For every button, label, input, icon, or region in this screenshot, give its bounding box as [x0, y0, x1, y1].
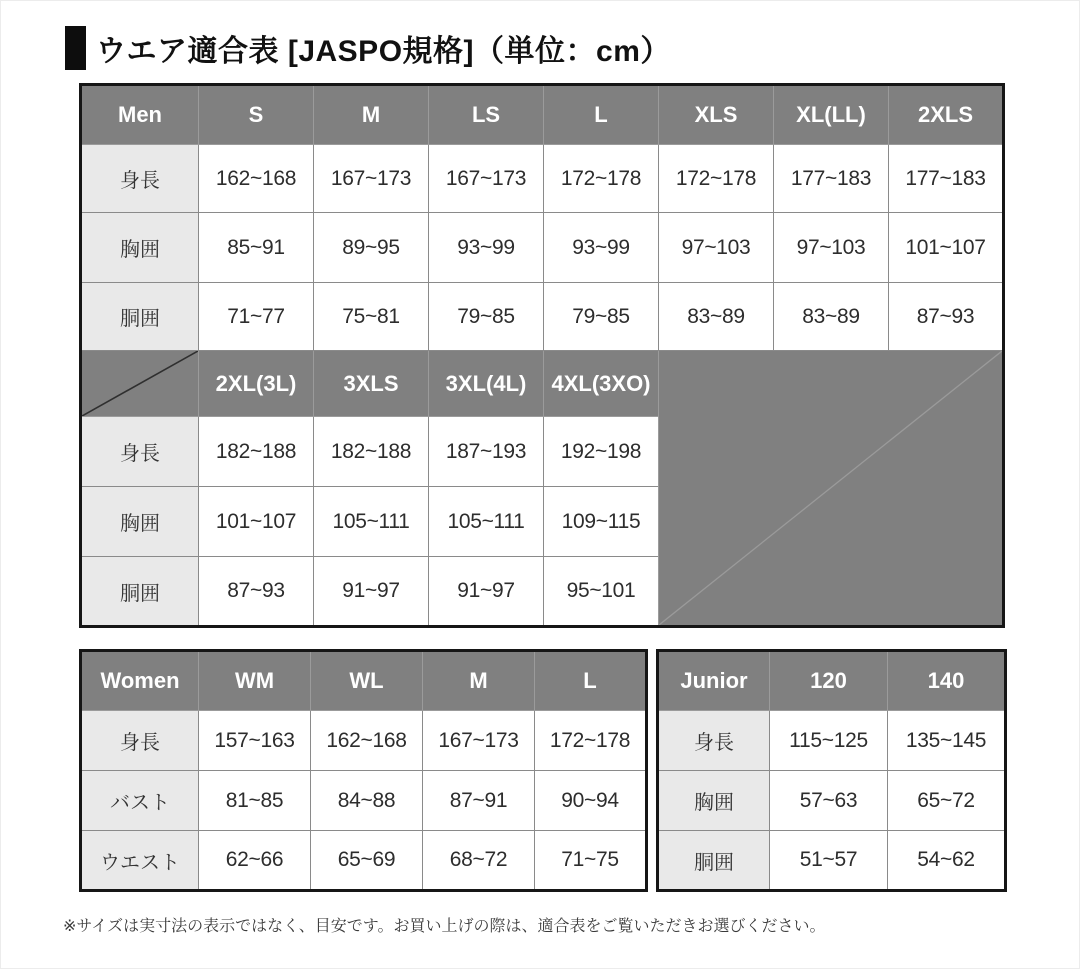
junior-header-row [658, 651, 1006, 711]
value-cell: 162~168 [199, 145, 314, 213]
value-cell: 172~178 [535, 711, 647, 771]
measure-label-cell: 身長 [658, 711, 770, 771]
value-cell: 97~103 [659, 213, 774, 283]
junior-chest-row [658, 771, 1006, 831]
value-cell: 105~111 [429, 487, 544, 557]
men-corner-cell: Men [81, 85, 199, 145]
value-cell: 65~72 [888, 771, 1006, 831]
value-cell: 57~63 [770, 771, 888, 831]
value-cell: 167~173 [429, 145, 544, 213]
measure-label-cell: 胴囲 [81, 283, 199, 351]
value-cell: 172~178 [659, 145, 774, 213]
value-cell: 182~188 [199, 417, 314, 487]
value-cell: 83~89 [774, 283, 889, 351]
measure-label-cell: バスト [81, 771, 199, 831]
value-cell: 75~81 [314, 283, 429, 351]
value-cell: 71~75 [535, 831, 647, 891]
value-cell: 95~101 [544, 557, 659, 627]
value-cell: 90~94 [535, 771, 647, 831]
women-waist-row [81, 831, 647, 891]
size-header-cell: XL(LL) [774, 85, 889, 145]
value-cell: 54~62 [888, 831, 1006, 891]
value-cell: 101~107 [889, 213, 1004, 283]
value-cell: 91~97 [314, 557, 429, 627]
title-accent-bar [65, 26, 86, 70]
size-header-cell: 140 [888, 651, 1006, 711]
value-cell: 167~173 [423, 711, 535, 771]
measure-label-cell: 身長 [81, 417, 199, 487]
men-waist-row [81, 283, 1004, 351]
value-cell: 135~145 [888, 711, 1006, 771]
size-header-cell: 2XL(3L) [199, 351, 314, 417]
size-header-cell: WM [199, 651, 311, 711]
women-size-table [79, 649, 648, 892]
size-header-cell: 2XLS [889, 85, 1004, 145]
value-cell: 177~183 [889, 145, 1004, 213]
value-cell: 51~57 [770, 831, 888, 891]
value-cell: 167~173 [314, 145, 429, 213]
value-cell: 109~115 [544, 487, 659, 557]
value-cell: 115~125 [770, 711, 888, 771]
value-cell: 91~97 [429, 557, 544, 627]
value-cell: 157~163 [199, 711, 311, 771]
measure-label-cell: 胸囲 [81, 487, 199, 557]
page-title: ウエア適合表 [JASPO規格]（単位：cm） [96, 35, 671, 68]
junior-height-row [658, 711, 1006, 771]
size-header-cell: 3XLS [314, 351, 429, 417]
men-height-row [81, 145, 1004, 213]
footnote: ※サイズは実寸法の表示ではなく、目安です。お買い上げの際は、適合表をご覧いただきお選びください。 [63, 918, 826, 935]
value-cell: 97~103 [774, 213, 889, 283]
women-header-row [81, 651, 647, 711]
value-cell: 105~111 [314, 487, 429, 557]
measure-label-cell: 胴囲 [658, 831, 770, 891]
value-cell: 182~188 [314, 417, 429, 487]
junior-waist-row [658, 831, 1006, 891]
value-cell: 81~85 [199, 771, 311, 831]
measure-label-cell: ウエスト [81, 831, 199, 891]
measure-label-cell: 身長 [81, 145, 199, 213]
value-cell: 93~99 [544, 213, 659, 283]
size-header-cell: 120 [770, 651, 888, 711]
diagonal-line-icon [659, 351, 1002, 625]
value-cell: 79~85 [544, 283, 659, 351]
diagonal-placeholder-cell [81, 351, 199, 417]
value-cell: 162~168 [311, 711, 423, 771]
value-cell: 62~66 [199, 831, 311, 891]
title-row [65, 25, 671, 71]
size-header-cell: M [423, 651, 535, 711]
men-chest-row [81, 213, 1004, 283]
size-header-cell: L [544, 85, 659, 145]
size-header-cell: 3XL(4L) [429, 351, 544, 417]
size-header-cell: M [314, 85, 429, 145]
value-cell: 68~72 [423, 831, 535, 891]
junior-size-table [656, 649, 1007, 892]
men-header-row [81, 85, 1004, 145]
measure-label-cell: 胸囲 [658, 771, 770, 831]
men-size-table [79, 83, 1005, 628]
size-header-cell: L [535, 651, 647, 711]
value-cell: 84~88 [311, 771, 423, 831]
measure-label-cell: 胸囲 [81, 213, 199, 283]
size-header-cell: S [199, 85, 314, 145]
value-cell: 87~91 [423, 771, 535, 831]
value-cell: 93~99 [429, 213, 544, 283]
size-header-cell: XLS [659, 85, 774, 145]
size-header-cell: 4XL(3XO) [544, 351, 659, 417]
women-height-row [81, 711, 647, 771]
value-cell: 89~95 [314, 213, 429, 283]
value-cell: 71~77 [199, 283, 314, 351]
value-cell: 177~183 [774, 145, 889, 213]
value-cell: 83~89 [659, 283, 774, 351]
size-header-cell: LS [429, 85, 544, 145]
value-cell: 187~193 [429, 417, 544, 487]
men-ext-header-row [81, 351, 1004, 417]
diagonal-line-icon [82, 351, 198, 416]
value-cell: 192~198 [544, 417, 659, 487]
value-cell: 85~91 [199, 213, 314, 283]
women-bust-row [81, 771, 647, 831]
value-cell: 87~93 [889, 283, 1004, 351]
value-cell: 65~69 [311, 831, 423, 891]
value-cell: 79~85 [429, 283, 544, 351]
value-cell: 101~107 [199, 487, 314, 557]
empty-merged-cell [659, 351, 1004, 627]
junior-corner-cell: Junior [658, 651, 770, 711]
measure-label-cell: 胴囲 [81, 557, 199, 627]
size-header-cell: WL [311, 651, 423, 711]
value-cell: 172~178 [544, 145, 659, 213]
women-corner-cell: Women [81, 651, 199, 711]
measure-label-cell: 身長 [81, 711, 199, 771]
value-cell: 87~93 [199, 557, 314, 627]
